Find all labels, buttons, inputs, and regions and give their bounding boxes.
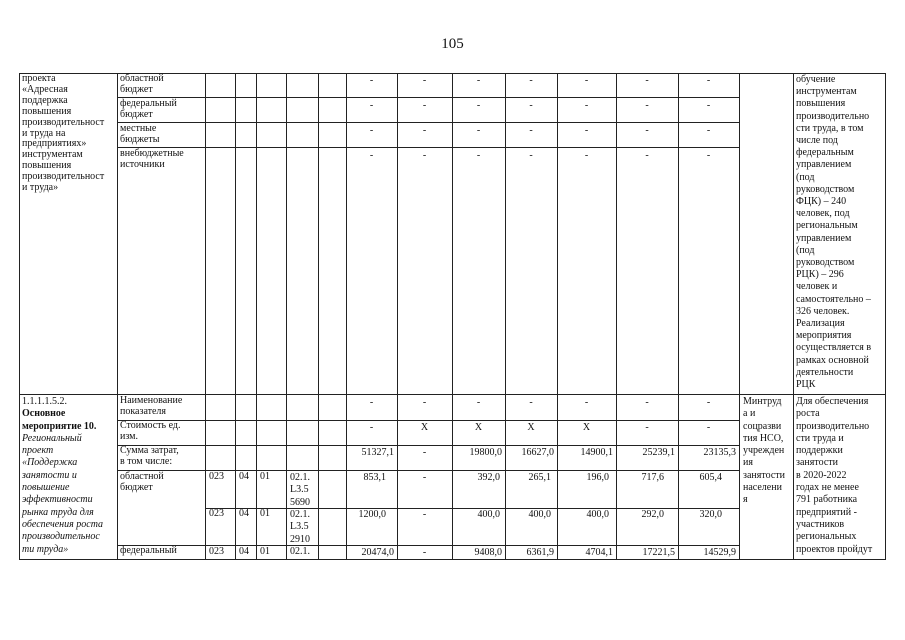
executor: Минтруд а и соцразви тия НСО, учрежден ия занятости населени я <box>743 396 785 506</box>
value-cell: - <box>706 100 711 111</box>
value-cell: 23135,3 <box>703 447 736 458</box>
value-cell: 392,0 <box>477 472 500 483</box>
value-cell: - <box>706 125 711 136</box>
code-gov: 023 <box>209 471 224 482</box>
value-cell: 717,6 <box>641 472 664 483</box>
value-cell: 400,0 <box>477 509 500 520</box>
indicator-label: Стоимость ед. изм. <box>120 420 181 442</box>
value-cell: - <box>529 125 533 136</box>
code-target: 02.1. <box>290 546 310 557</box>
page-number: 105 <box>441 36 464 52</box>
value-cell: X <box>420 422 429 433</box>
project-title: проекта «Адресная поддержка повышения производительност и труда на предприятиях» инструментам повышения производительност и труда» <box>22 73 105 194</box>
value-cell: - <box>645 150 649 161</box>
value-cell: 853,1 <box>363 472 386 483</box>
code-section: 04 <box>239 546 249 557</box>
value-cell: - <box>369 75 374 86</box>
value-cell: 605,4 <box>699 472 722 483</box>
funding-source: местные бюджеты <box>120 123 160 145</box>
code-gov: 023 <box>209 508 224 519</box>
value-cell: 320,0 <box>699 509 722 520</box>
value-cell: - <box>476 150 481 161</box>
value-cell: - <box>645 100 649 111</box>
funding-source: федеральный бюджет <box>120 98 177 120</box>
value-cell: 14900,1 <box>580 447 613 458</box>
code-target-line: L3.5 <box>290 484 309 496</box>
value-cell: - <box>422 472 427 483</box>
funding-source: внебюджетные источники <box>120 148 184 170</box>
value-cell: - <box>476 125 481 136</box>
value-cell: 400,0 <box>586 509 609 520</box>
code-subsection: 01 <box>260 546 270 557</box>
value-cell: - <box>422 125 427 136</box>
measure-number: 1.1.1.1.5.2. <box>22 396 67 407</box>
value-cell: - <box>422 509 427 520</box>
value-cell: - <box>369 100 374 111</box>
value-cell: - <box>584 125 589 136</box>
result-text: обучение инструментам повышения производительно сти труда, в том числе под федеральным управлением (под руководством ФЦК) – 240 человек, под региональным управлением (под руководством РЦК) – 296 человек и самостоятельно – 326 человек. Реализация мероприятия осуществляется в рамках основной деятельности РЦК <box>796 74 872 391</box>
value-cell: - <box>529 75 533 86</box>
value-cell: - <box>645 125 649 136</box>
value-cell: - <box>529 150 533 161</box>
value-cell: - <box>584 100 589 111</box>
code-target-line: L3.5 <box>290 521 309 533</box>
value-cell: X <box>474 422 483 433</box>
value-cell: - <box>645 75 649 86</box>
value-cell: 14529,9 <box>703 547 736 558</box>
value-cell: 19800,0 <box>469 447 502 458</box>
code-target-line: 5690 <box>290 496 310 508</box>
value-cell: - <box>706 397 711 408</box>
value-cell: - <box>584 150 589 161</box>
value-cell: - <box>584 75 589 86</box>
funding-source: федеральный <box>120 545 177 556</box>
value-cell: - <box>529 100 533 111</box>
code-section: 04 <box>239 471 249 482</box>
value-cell: 25239,1 <box>642 447 675 458</box>
indicator-label: Сумма затрат, в том числе: <box>120 445 179 467</box>
result-text: Для обеспечения роста производительно сти труда и поддержки занятости в 2020-2022 годах не менее 791 работника предприятий - участников региональных проектов пройдут <box>796 396 873 555</box>
indicator-label: Наименование показателя <box>120 395 183 417</box>
code-section: 04 <box>239 508 249 519</box>
value-cell: 20474,0 <box>361 547 394 558</box>
value-cell: - <box>706 422 711 433</box>
value-cell: 400,0 <box>528 509 551 520</box>
value-cell: 51327,1 <box>361 447 394 458</box>
code-gov: 023 <box>209 546 224 557</box>
value-cell: 17221,5 <box>642 547 675 558</box>
value-cell: - <box>584 397 589 408</box>
code-target <box>290 472 310 509</box>
code-target-line: 2910 <box>290 533 310 545</box>
value-cell: 265,1 <box>528 472 551 483</box>
value-cell: - <box>369 125 374 136</box>
code-target <box>290 509 310 546</box>
code-target-line: 02.1. <box>290 472 310 483</box>
code-subsection: 01 <box>260 508 270 519</box>
value-cell: - <box>476 75 481 86</box>
value-cell: X <box>527 422 535 433</box>
value-cell: - <box>422 547 427 558</box>
value-cell: - <box>645 422 649 433</box>
value-cell: 9408,0 <box>474 547 502 558</box>
code-target-line: 02.1. <box>290 509 310 520</box>
funding-source: областной бюджет <box>120 73 164 95</box>
value-cell: - <box>476 100 481 111</box>
value-cell: - <box>422 447 427 458</box>
value-cell: - <box>422 397 427 408</box>
value-cell: - <box>369 422 374 433</box>
code-subsection: 01 <box>260 471 270 482</box>
value-cell: - <box>422 75 427 86</box>
value-cell: - <box>529 397 533 408</box>
value-cell: X <box>582 422 591 433</box>
value-cell: - <box>369 150 374 161</box>
measure-title: 1.1.1.1.5.2. Основное мероприятие 10. Региональный проект «Поддержка занятости и повышение эффективности рынка труда для обеспечения роста производительнос ти труда» <box>22 396 104 555</box>
value-cell: 16627,0 <box>521 447 554 458</box>
value-cell: - <box>706 150 711 161</box>
value-cell: - <box>369 397 374 408</box>
value-cell: 196,0 <box>586 472 609 483</box>
funding-source: областной бюджет <box>120 471 164 493</box>
value-cell: 292,0 <box>641 509 664 520</box>
value-cell: 1200,0 <box>358 509 386 520</box>
value-cell: - <box>422 150 427 161</box>
value-cell: - <box>706 75 711 86</box>
value-cell: 6361,9 <box>526 547 554 558</box>
value-cell: 4704,1 <box>585 547 613 558</box>
value-cell: - <box>422 100 427 111</box>
value-cell: - <box>476 397 481 408</box>
value-cell: - <box>645 397 649 408</box>
